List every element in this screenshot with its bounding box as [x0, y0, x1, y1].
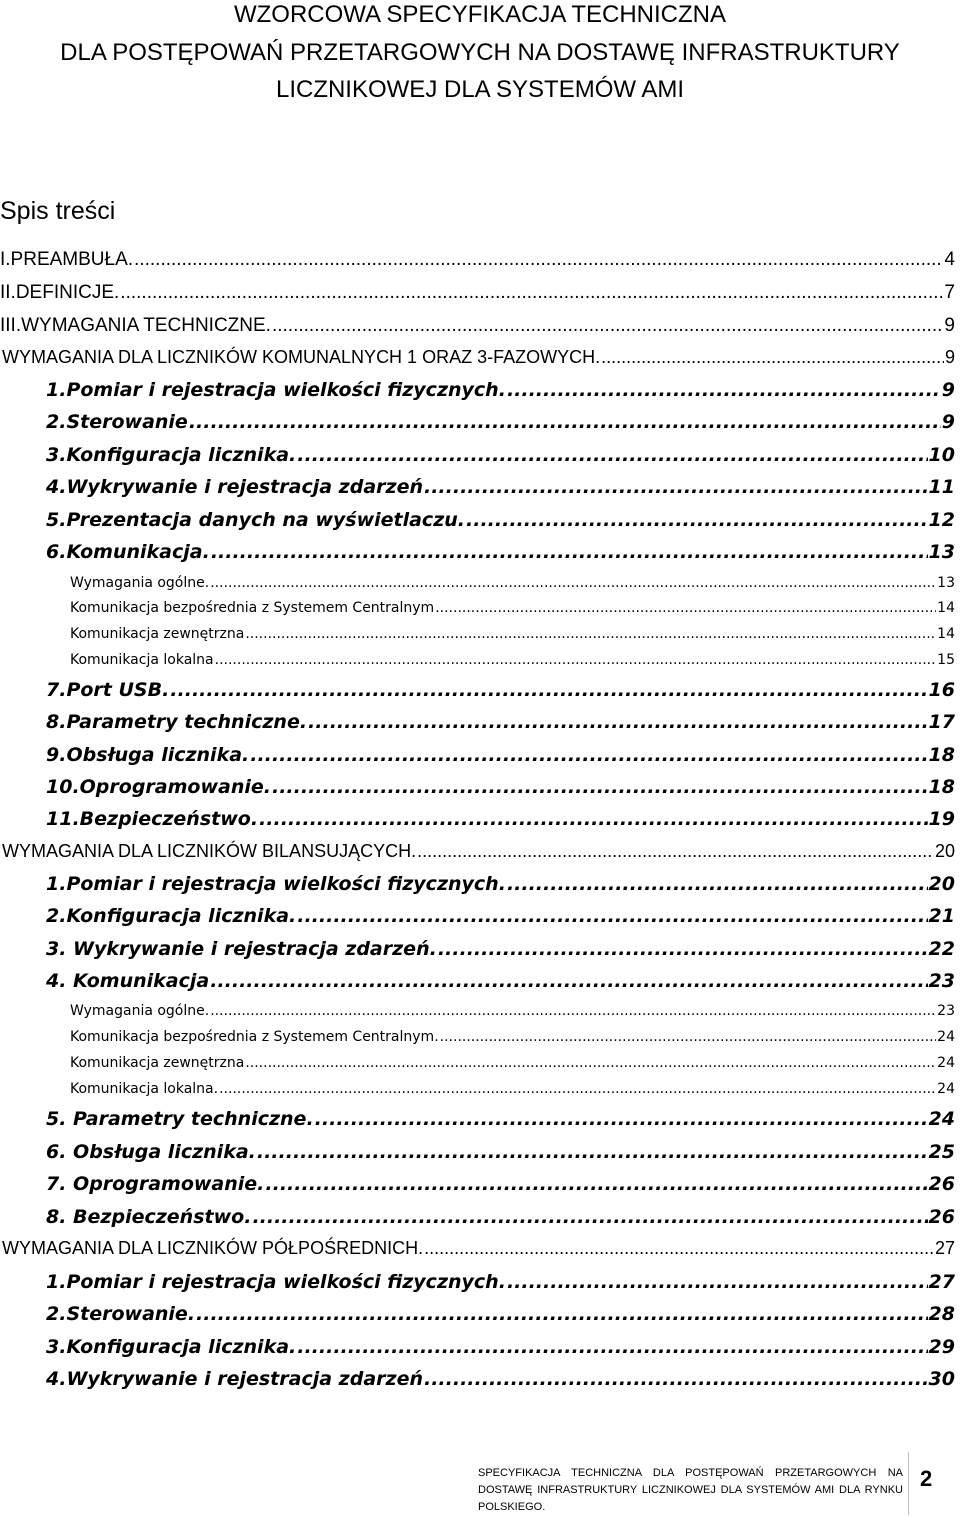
toc-entry-label: 2.Konfiguracja licznika.: [46, 905, 297, 927]
toc-entry[interactable]: [0, 905, 955, 927]
toc-entry-label: I.PREAMBUŁA.: [0, 249, 134, 270]
toc-entry[interactable]: [0, 282, 955, 304]
toc-entry-label: 7. Oprogramowanie.: [46, 1173, 265, 1195]
toc-entry[interactable]: [0, 1238, 955, 1259]
toc-entry-label: 5.Prezentacja danych na wyświetlaczu.: [46, 509, 466, 531]
toc-entry[interactable]: [0, 808, 955, 830]
toc-entry[interactable]: [0, 575, 955, 591]
toc-entry-page: 4: [944, 249, 955, 270]
title-line-1: WZORCOWA SPECYFIKACJA TECHNICZNA: [233, 1, 727, 28]
toc-entry-label: Komunikacja zewnętrzna: [70, 626, 245, 642]
toc-entry-page: 14: [937, 626, 955, 642]
toc-entry-label: II.DEFINICJE.: [0, 282, 120, 303]
toc-entry-label: 7.Port USB.: [46, 679, 170, 701]
toc-entry-page: 17: [928, 711, 955, 733]
toc-entry[interactable]: [0, 541, 955, 563]
toc-entry-page: 30: [928, 1368, 955, 1390]
toc-entry-label: 5. Parametry techniczne.: [46, 1108, 314, 1130]
toc-entry-page: 10: [928, 444, 955, 466]
toc-entry-label: 6. Obsługa licznika.: [46, 1141, 256, 1163]
toc-entry-page: 22: [928, 938, 955, 960]
toc-entry[interactable]: [0, 249, 955, 271]
page-number: 2: [920, 1466, 933, 1491]
toc-entry-page: 24: [937, 1029, 955, 1045]
document-title: [0, 0, 960, 110]
toc-entry-label: 1.Pomiar i rejestracja wielkości fizycznych.: [46, 1271, 506, 1293]
toc-entry-page: 26: [928, 1206, 955, 1228]
toc-entry-page: 24: [937, 1081, 955, 1097]
footer-text: SPECYFIKACJA TECHNICZNA DLA POSTĘPOWAŃ PRZETARGOWYCH NA DOSTAWĘ INFRASTRUKTURY LICZNIKOWEJ DLA SYSTEMÓW AMI DLA RYNKU POLSKIEGO.: [478, 1467, 903, 1513]
toc-entry-label: 10.Oprogramowanie.: [46, 776, 271, 798]
toc-entry[interactable]: [0, 711, 955, 733]
toc-entry-label: Wymagania ogólne.: [70, 575, 210, 591]
toc-entry[interactable]: [0, 1081, 955, 1097]
toc-entry[interactable]: [0, 1055, 955, 1071]
toc-entry-label: WYMAGANIA DLA LICZNIKÓW PÓŁPOŚREDNICH.: [2, 1238, 424, 1258]
toc-entry-label: 4.Wykrywanie i rejestracja zdarzeń: [46, 1368, 423, 1390]
toc-entry-page: 14: [937, 600, 955, 616]
toc-entry[interactable]: [0, 1141, 955, 1163]
toc-entry-page: 23: [928, 970, 955, 992]
toc-entry-label: 3. Wykrywanie i rejestracja zdarzeń.: [46, 938, 437, 960]
toc-entry-label: 1.Pomiar i rejestracja wielkości fizycznych.: [46, 873, 506, 895]
toc-entry-page: 9: [941, 379, 955, 401]
footer-divider: [908, 1452, 909, 1515]
toc-entry-label: Komunikacja bezpośrednia z Systemem Centralnym: [70, 600, 435, 616]
toc-entry[interactable]: [0, 315, 955, 337]
toc-entry-page: 13: [928, 541, 955, 563]
toc-entry[interactable]: [0, 1368, 955, 1390]
toc-entry-page: 20: [934, 841, 955, 861]
toc-heading: Spis treści: [0, 197, 116, 225]
toc-entry-page: 9: [941, 411, 955, 433]
toc-entry[interactable]: [0, 970, 955, 992]
toc-entry-page: 26: [928, 1173, 955, 1195]
toc-entry-page: 23: [937, 1003, 955, 1019]
toc-entry-page: 18: [928, 776, 955, 798]
toc-entry-label: 9.Obsługa licznika.: [46, 744, 250, 766]
toc-entry-label: 2.Sterowanie.: [46, 1303, 196, 1325]
toc-entry-label: Komunikacja zewnętrzna: [70, 1055, 245, 1071]
toc-entry-label: III.WYMAGANIA TECHNICZNE.: [0, 315, 271, 336]
toc-entry[interactable]: [0, 1206, 955, 1228]
toc-entry[interactable]: [0, 1003, 955, 1019]
toc-entry-page: 19: [928, 808, 955, 830]
toc-entry-label: 4.Wykrywanie i rejestracja zdarzeń: [46, 476, 423, 498]
toc-entry-page: 21: [928, 905, 955, 927]
toc-entry-page: 15: [937, 652, 955, 668]
title-line-2: DLA POSTĘPOWAŃ PRZETARGOWYCH NA DOSTAWĘ INFRASTRUKTURY: [60, 39, 900, 66]
toc-entry-label: 3.Konfiguracja licznika.: [46, 1336, 297, 1358]
toc-entry[interactable]: [0, 1108, 955, 1130]
toc-entry-label: 8. Bezpieczeństwo.: [46, 1206, 252, 1228]
toc-entry[interactable]: [0, 873, 955, 895]
toc-entry-page: 24: [928, 1108, 955, 1130]
toc-entry-label: 3.Konfiguracja licznika.: [46, 444, 297, 466]
toc-entry[interactable]: [0, 938, 955, 960]
toc-entry[interactable]: [0, 1303, 955, 1325]
toc-entry-label: 2.Sterowanie: [46, 411, 188, 433]
toc-entry[interactable]: [0, 1271, 955, 1293]
toc-entry[interactable]: [0, 411, 955, 433]
toc-entry-page: 29: [928, 1336, 955, 1358]
toc-entry-label: Komunikacja bezpośrednia z Systemem Centralnym.: [70, 1029, 439, 1045]
toc-entry-page: 28: [928, 1303, 955, 1325]
toc-entry-label: WYMAGANIA DLA LICZNIKÓW BILANSUJĄCYCH.: [2, 841, 417, 861]
toc-entry-page: 25: [928, 1141, 955, 1163]
toc-entry-page: 20: [928, 873, 955, 895]
toc-entry-page: 9: [944, 347, 955, 367]
toc-entry-label: 11.Bezpieczeństwo.: [46, 808, 259, 830]
toc-entry[interactable]: [0, 652, 955, 668]
toc-entry-page: 7: [944, 282, 955, 303]
toc-entry[interactable]: [0, 1029, 955, 1045]
title-line-3: LICZNIKOWEJ DLA SYSTEMÓW AMI: [275, 76, 685, 103]
toc-entry-page: 12: [928, 509, 955, 531]
toc-entry-page: 13: [937, 575, 955, 591]
toc-entry[interactable]: [0, 841, 955, 862]
toc-entry-label: Wymagania ogólne.: [70, 1003, 210, 1019]
toc-entry-label: 6.Komunikacja.: [46, 541, 210, 563]
toc-entry[interactable]: [0, 626, 955, 642]
toc-entry-page: 9: [944, 315, 955, 336]
toc-entry[interactable]: [0, 1173, 955, 1195]
toc-entry-page: 16: [928, 679, 955, 701]
toc-entry[interactable]: [0, 347, 955, 368]
toc-entry-label: Komunikacja lokalna.: [70, 1081, 219, 1097]
toc-entry-page: 24: [937, 1055, 955, 1071]
toc-entry[interactable]: [0, 776, 955, 798]
toc-entry-label: 8.Parametry techniczne.: [46, 711, 308, 733]
toc-entry[interactable]: [0, 444, 955, 466]
toc-entry-label: WYMAGANIA DLA LICZNIKÓW KOMUNALNYCH 1 ORAZ 3-FAZOWYCH.: [2, 347, 601, 367]
toc-entry-label: 1.Pomiar i rejestracja wielkości fizycznych.: [46, 379, 506, 401]
toc-entry[interactable]: [0, 509, 955, 531]
toc-entry[interactable]: [0, 600, 955, 616]
toc-entry[interactable]: [0, 476, 955, 498]
toc-entry-label: Komunikacja lokalna: [70, 652, 214, 668]
toc-entry-page: 18: [928, 744, 955, 766]
toc-entry[interactable]: [0, 679, 955, 701]
toc-entry[interactable]: [0, 1336, 955, 1358]
toc-entry[interactable]: [0, 379, 955, 401]
toc-entry-label: 4. Komunikacja: [46, 970, 210, 992]
toc-entry-page: 27: [928, 1271, 955, 1293]
toc-entry[interactable]: [0, 744, 955, 766]
toc-entry-page: 11: [928, 476, 955, 498]
toc-entry-page: 27: [934, 1238, 955, 1258]
